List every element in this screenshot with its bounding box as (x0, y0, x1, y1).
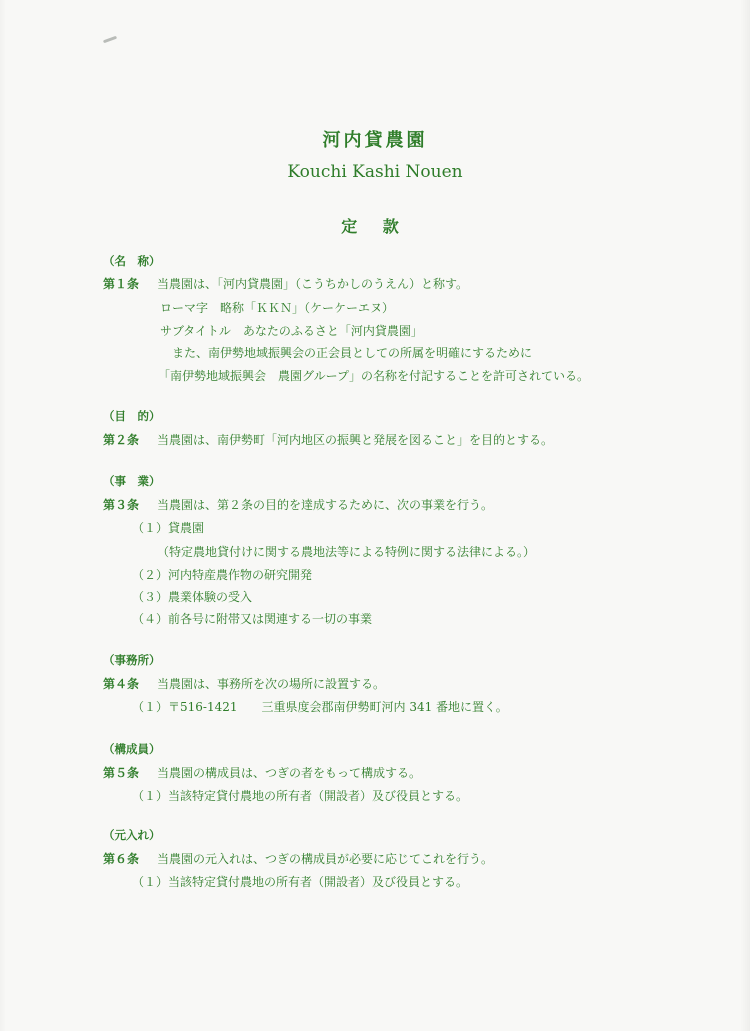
article-1-text: 当農園は、「河内貸農園」（こうちかしのうえん）と称す。 (157, 277, 469, 291)
article-6-item-1: （１）当該特定貸付農地の所有者（開設者）及び役員とする。 (132, 875, 469, 889)
article-3-item-1-note: （特定農地貸付けに関する農地法等による特例に関する法律による。） (157, 545, 536, 559)
scan-mark (103, 36, 117, 44)
article-6-label: 第６条 (103, 852, 140, 866)
articles-heading: 定 款 (341, 217, 409, 236)
section-heading-purpose: （目 的） (103, 409, 161, 423)
article-3-text: 当農園は、第２条の目的を達成するために、次の事業を行う。 (157, 498, 494, 512)
article-3-item-4: （４）前各号に附帯又は関連する一切の事業 (132, 612, 373, 626)
article-1-label: 第１条 (103, 277, 140, 291)
document-title: 河内貸農園 (322, 130, 428, 151)
article-6-text: 当農園の元入れは、つぎの構成員が必要に応じてこれを行う。 (157, 852, 494, 866)
document-title-romanized: Kouchi Kashi Nouen (287, 162, 463, 182)
article-2-label: 第２条 (103, 433, 140, 447)
article-3-item-2: （２）河内特産農作物の研究開発 (132, 568, 313, 582)
article-3-label: 第３条 (103, 498, 140, 512)
article-4-label: 第４条 (103, 677, 140, 691)
article-1-line-2: サブタイトル あなたのふるさと「河内貸農園」 (160, 324, 423, 338)
article-1-line-3: また、南伊勢地域振興会の正会員としての所属を明確にするために (172, 346, 533, 360)
article-1-line-1: ローマ字 略称「ＫＫＮ」（ケーケーエヌ） (160, 301, 395, 315)
section-heading-office: （事務所） (103, 653, 161, 667)
article-5-item-1: （１）当該特定貸付農地の所有者（開設者）及び役員とする。 (132, 789, 469, 803)
article-4-text: 当農園は、事務所を次の場所に設置する。 (157, 677, 386, 691)
section-heading-members: （構成員） (103, 742, 161, 756)
section-heading-name: （名 称） (103, 254, 161, 268)
article-4-item-1: （１）〒516-1421 三重県度会郡南伊勢町河内 341 番地に置く。 (132, 700, 508, 714)
article-5-text: 当農園の構成員は、つぎの者をもって構成する。 (157, 766, 422, 780)
article-3-item-1: （１）貸農園 (132, 521, 205, 535)
section-heading-business: （事 業） (103, 474, 161, 488)
section-heading-capital: （元入れ） (103, 828, 161, 842)
article-5-label: 第５条 (103, 766, 140, 780)
article-2-text: 当農園は、南伊勢町「河内地区の振興と発展を図ること」を目的とする。 (157, 433, 554, 447)
article-3-item-3: （３）農業体験の受入 (132, 590, 253, 604)
article-1-line-4: 「南伊勢地域振興会 農園グループ」の名称を付記することを許可されている。 (158, 369, 590, 383)
